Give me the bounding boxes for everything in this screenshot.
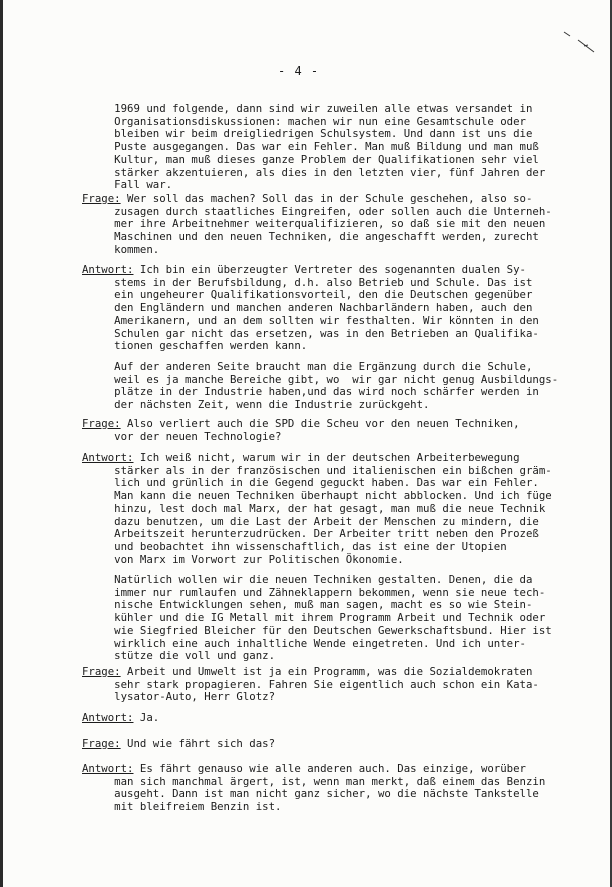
text-line: stärker als in der französischen und italienischen ein bißchen gräm- [82, 463, 552, 477]
text-line: dazu benutzen, um die Last der Arbeit der Menschen zu mindern, die [82, 514, 539, 528]
text-line: bleiben wir beim dreigliedrigen Schulsystem. Und dann ist uns die [82, 127, 533, 141]
question-block [82, 666, 582, 704]
question-label: Frage: [82, 737, 121, 750]
text-line: Kultur, man muß dieses ganze Problem der Qualifikationen sehr viel [82, 152, 539, 166]
answer-block [82, 712, 582, 725]
answer-label: Antwort: [82, 762, 134, 775]
text-line: lich und grünlich in die Gegend geguckt haben. Das war ein Fehler. [82, 476, 539, 490]
text-line: ausgeht. Dann ist man nicht ganz sicher, wo die nächste Tankstelle [82, 787, 539, 801]
text-line: Natürlich wollen wir die neuen Techniken gestalten. Denen, die da [82, 573, 533, 586]
text-line: Man kann die neuen Techniken überhaupt nicht abblocken. Und ich füge [82, 489, 552, 503]
text-line: der nächsten Zeit, wenn die Industrie zurückgeht. [82, 398, 430, 412]
text-line: Amerikanern, und an dem sollten wir festhalten. Wir könnten in den [82, 313, 539, 327]
question-block [82, 418, 582, 443]
text-line: Maschinen und den neuen Techniken, die angeschafft werden, zurecht [82, 230, 539, 244]
text-line: mer ihre Arbeitnehmer weiterqualifizieren, so daß sie mit den neuen [82, 217, 546, 231]
text-line: sehr stark propagieren. Fahren Sie eigentlich auch schon ein Kata- [82, 677, 539, 691]
text-line: Antwort: Ich weiß nicht, warum wir in der deutschen Arbeiterbewegung [82, 451, 520, 464]
text-line: den Engländern und manchen anderen Nachbarländern haben, auch den [82, 301, 533, 315]
answer-block [82, 452, 582, 566]
text-line: ein ungeheurer Qualifikationsvorteil, den die Deutschen gegenüber [82, 288, 533, 302]
text-line: kommen. [82, 242, 160, 256]
text-line: mit bleifreiem Benzin ist. [82, 800, 282, 814]
text-line: Puste ausgegangen. Das war ein Fehler. Man muß Bildung und man muß [82, 140, 539, 154]
text-line: Fall war. [82, 178, 173, 192]
scan-left-edge [0, 0, 3, 887]
text-line: Antwort: Ich bin ein überzeugter Vertreter des sogenannten dualen Sy- [82, 263, 526, 276]
text-line: Arbeitszeit herunterzudrücken. Der Arbeiter tritt neben den Prozeß [82, 527, 539, 541]
text-line: lysator-Auto, Herr Glotz? [82, 690, 276, 704]
text-line: immer nur rumlaufen und Zähneklappern bekommen, wenn sie neue tech- [82, 585, 546, 599]
text-line: Antwort: Ja. [82, 711, 160, 724]
answer-block [82, 264, 582, 353]
answer-paragraph [82, 574, 582, 663]
question-block [82, 738, 582, 751]
question-label: Frage: [82, 417, 121, 430]
answer-label: Antwort: [82, 263, 134, 276]
text-line: stems in der Berufsbildung, d.h. also Betrieb und Schule. Das ist [82, 275, 533, 289]
page-number: - 4 - [278, 64, 320, 78]
answer-paragraph [82, 361, 582, 412]
text-line: und beobachtet ihn wissenschaftlich, das ist eine der Utopien [82, 539, 507, 553]
answer-label: Antwort: [82, 711, 134, 724]
answer-label: Antwort: [82, 451, 134, 464]
question-label: Frage: [82, 192, 121, 205]
text-line: Schulen gar nicht das ersetzen, was in den Betrieben an Qualifika- [82, 326, 539, 340]
text-line: man sich manchmal ärgert, ist, wenn man merkt, daß einem das Benzin [82, 774, 546, 788]
text-line: stärker akzentuieren, als dies in den letzten vier, fünf Jahren der [82, 165, 546, 179]
paragraph-continuation [82, 103, 582, 192]
text-line: nische Entwicklungen sehen, muß man sagen, macht es so wie Stein- [82, 598, 533, 612]
question-block [82, 193, 582, 257]
text-line: tionen geschaffen werden kann. [82, 339, 308, 353]
text-line: Organisationsdiskussionen: machen wir nun eine Gesamtschule oder [82, 114, 526, 128]
question-label: Frage: [82, 665, 121, 678]
text-line: Auf der anderen Seite braucht man die Ergänzung durch die Schule, [82, 360, 533, 373]
answer-block [82, 763, 582, 814]
text-line: Antwort: Es fährt genauso wie alle anderen auch. Das einzige, worüber [82, 762, 526, 775]
text-line: stütze die voll und ganz. [82, 649, 276, 663]
text-line: wirklich eine auch inhaltliche Wende eingetreten. Und ich unter- [82, 636, 526, 650]
scan-corner-marks [560, 28, 600, 68]
text-line: Frage: Arbeit und Umwelt ist ja ein Programm, was die Sozialdemokraten [82, 665, 533, 678]
text-line: kühler und die IG Metall mit ihrem Programm Arbeit und Technik oder [82, 611, 546, 625]
text-line: Frage: Also verliert auch die SPD die Scheu vor den neuen Techniken, [82, 417, 520, 430]
text-line: Frage: Wer soll das machen? Soll das in der Schule geschehen, also so- [82, 192, 533, 205]
text-line: wie Siegfried Bleicher für den Deutschen Gewerkschaftsbund. Hier ist [82, 623, 552, 637]
text-line: vor der neuen Technologie? [82, 429, 282, 443]
text-line: Frage: Und wie fährt sich das? [82, 737, 276, 750]
text-line: von Marx im Vorwort zur Politischen Ökonomie. [82, 552, 404, 566]
text-line: weil es ja manche Bereiche gibt, wo wir gar nicht genug Ausbildungs- [82, 372, 559, 386]
text-line: plätze in der Industrie haben,und das wird noch schärfer werden in [82, 385, 539, 399]
text-line: zusagen durch staatliches Eingreifen, oder sollen auch die Unterneh- [82, 204, 552, 218]
text-line: 1969 und folgende, dann sind wir zuweilen alle etwas versandet in [82, 102, 533, 115]
text-line: hinzu, lest doch mal Marx, der hat gesagt, man muß die neue Technik [82, 501, 546, 515]
